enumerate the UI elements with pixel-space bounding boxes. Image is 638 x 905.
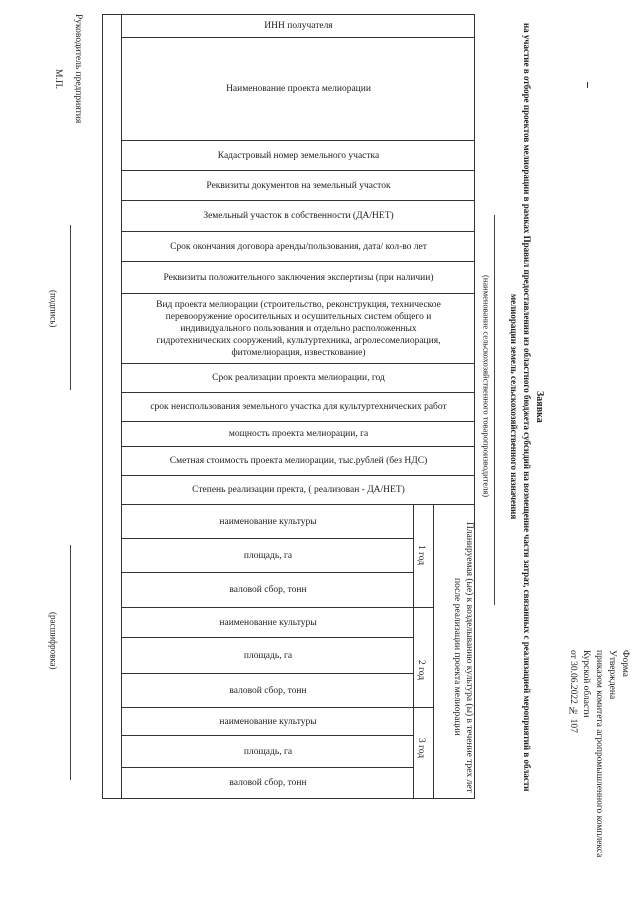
year-cell-3 [414,708,433,798]
signature-line [70,225,71,390]
application-table [102,14,475,799]
table-row-expertise: Реквизиты положительного заключения экспертизы (при наличии) [122,262,475,294]
title-line-2: мелиорации земель сельскохозяйственного назначения [509,294,519,520]
table-row-cadastral: Кадастровый номер земельного участка [122,141,475,171]
crop-row-name-1: наименование культуры [122,505,414,539]
title-heading: Заявка [534,391,545,423]
table-row-capacity: мощность проекта мелиорации, га [122,422,475,447]
year-label-3: 3 год [416,738,426,759]
crop-row-name-2: наименование культуры [122,608,414,638]
year-label-2: 2 год [416,660,426,681]
table-row-ownership: Земельный участок в собственности (ДА/НЕТ) [122,201,475,232]
table-row-lease-term: Срок окончания договора аренды/пользования, дата/ кол-во лет [122,232,475,262]
decode-line [70,545,71,780]
approval-date: от 30.06.2022 № 107 [568,650,578,733]
crop-row-area-2: площадь, га [122,638,414,674]
applicant-caption: (наименование сельскохозяйственного товаропроизводителя) [481,275,492,498]
year-cell-2 [414,608,433,708]
approval-order: приказом комитета агропромышленного комплекса [594,650,604,858]
head-title: Руководитель предприятия [72,14,83,124]
decode-label: (расшифровка) [48,612,59,670]
crop-row-yield-2: валовой сбор, тонн [122,674,414,708]
year-cell-1 [414,505,433,608]
approval-stamp [566,650,631,857]
signature-label: (подпись) [48,290,59,328]
approval-region: Курской области [581,650,591,718]
year-label-1: 1 год [416,545,426,566]
planned-crops-label: Планируемая (ые) к возделыванию культура (ы) в течение трех лет после реализации проекта мелиорации [452,521,474,793]
table-row-completion: Степень реализации пректа, ( реализован - ДА/НЕТ) [122,476,475,505]
corner-mark [587,82,588,88]
crop-row-area-3: площадь, га [122,736,414,768]
table-row-implementation-period: Срок реализации проекта мелиорации, год [122,364,475,393]
table-row-project-name: Наименование проекта мелиорации [122,38,475,141]
table-row-estimate: Сметная стоимость проекта мелиорации, тыс.рублей (без НДС) [122,447,475,476]
table-row-unused-period: срок неиспользования земельного участка для культуртехнических работ [122,393,475,422]
crop-row-yield-1: валовой сбор, тонн [122,573,414,608]
crop-row-name-3: наименование культуры [122,708,414,736]
crop-row-yield-3: валовой сбор, тонн [229,778,307,788]
table-row-project-type: Вид проекта мелиорации (строительство, реконструкция, техническое перевооружение оросительных и осушительных систем общего и индивидуального пользования и отдельно расположенных гидротехнических сооружений, культуртехника, агролесомелиорация, фитомелиорация, известкование) [122,294,475,364]
document-title [507,22,546,792]
approval-form: Форма [620,650,630,678]
applicant-name-line [494,215,495,605]
table-row-inn: ИНН получателя [122,15,475,38]
crop-row-area-1: площадь, га [122,539,414,573]
table-row-land-docs: Реквизиты документов на земельный участок [122,171,475,201]
stamp-place: М.П. [52,69,63,90]
approval-approved: Утверждена [607,650,617,700]
title-line-1: на участие в отборе проектов мелиорации в рамках Правил предоставления из областного бюджета субсидий на возмещение части затрат, связанных с реализацией мероприятий в области [522,22,532,792]
